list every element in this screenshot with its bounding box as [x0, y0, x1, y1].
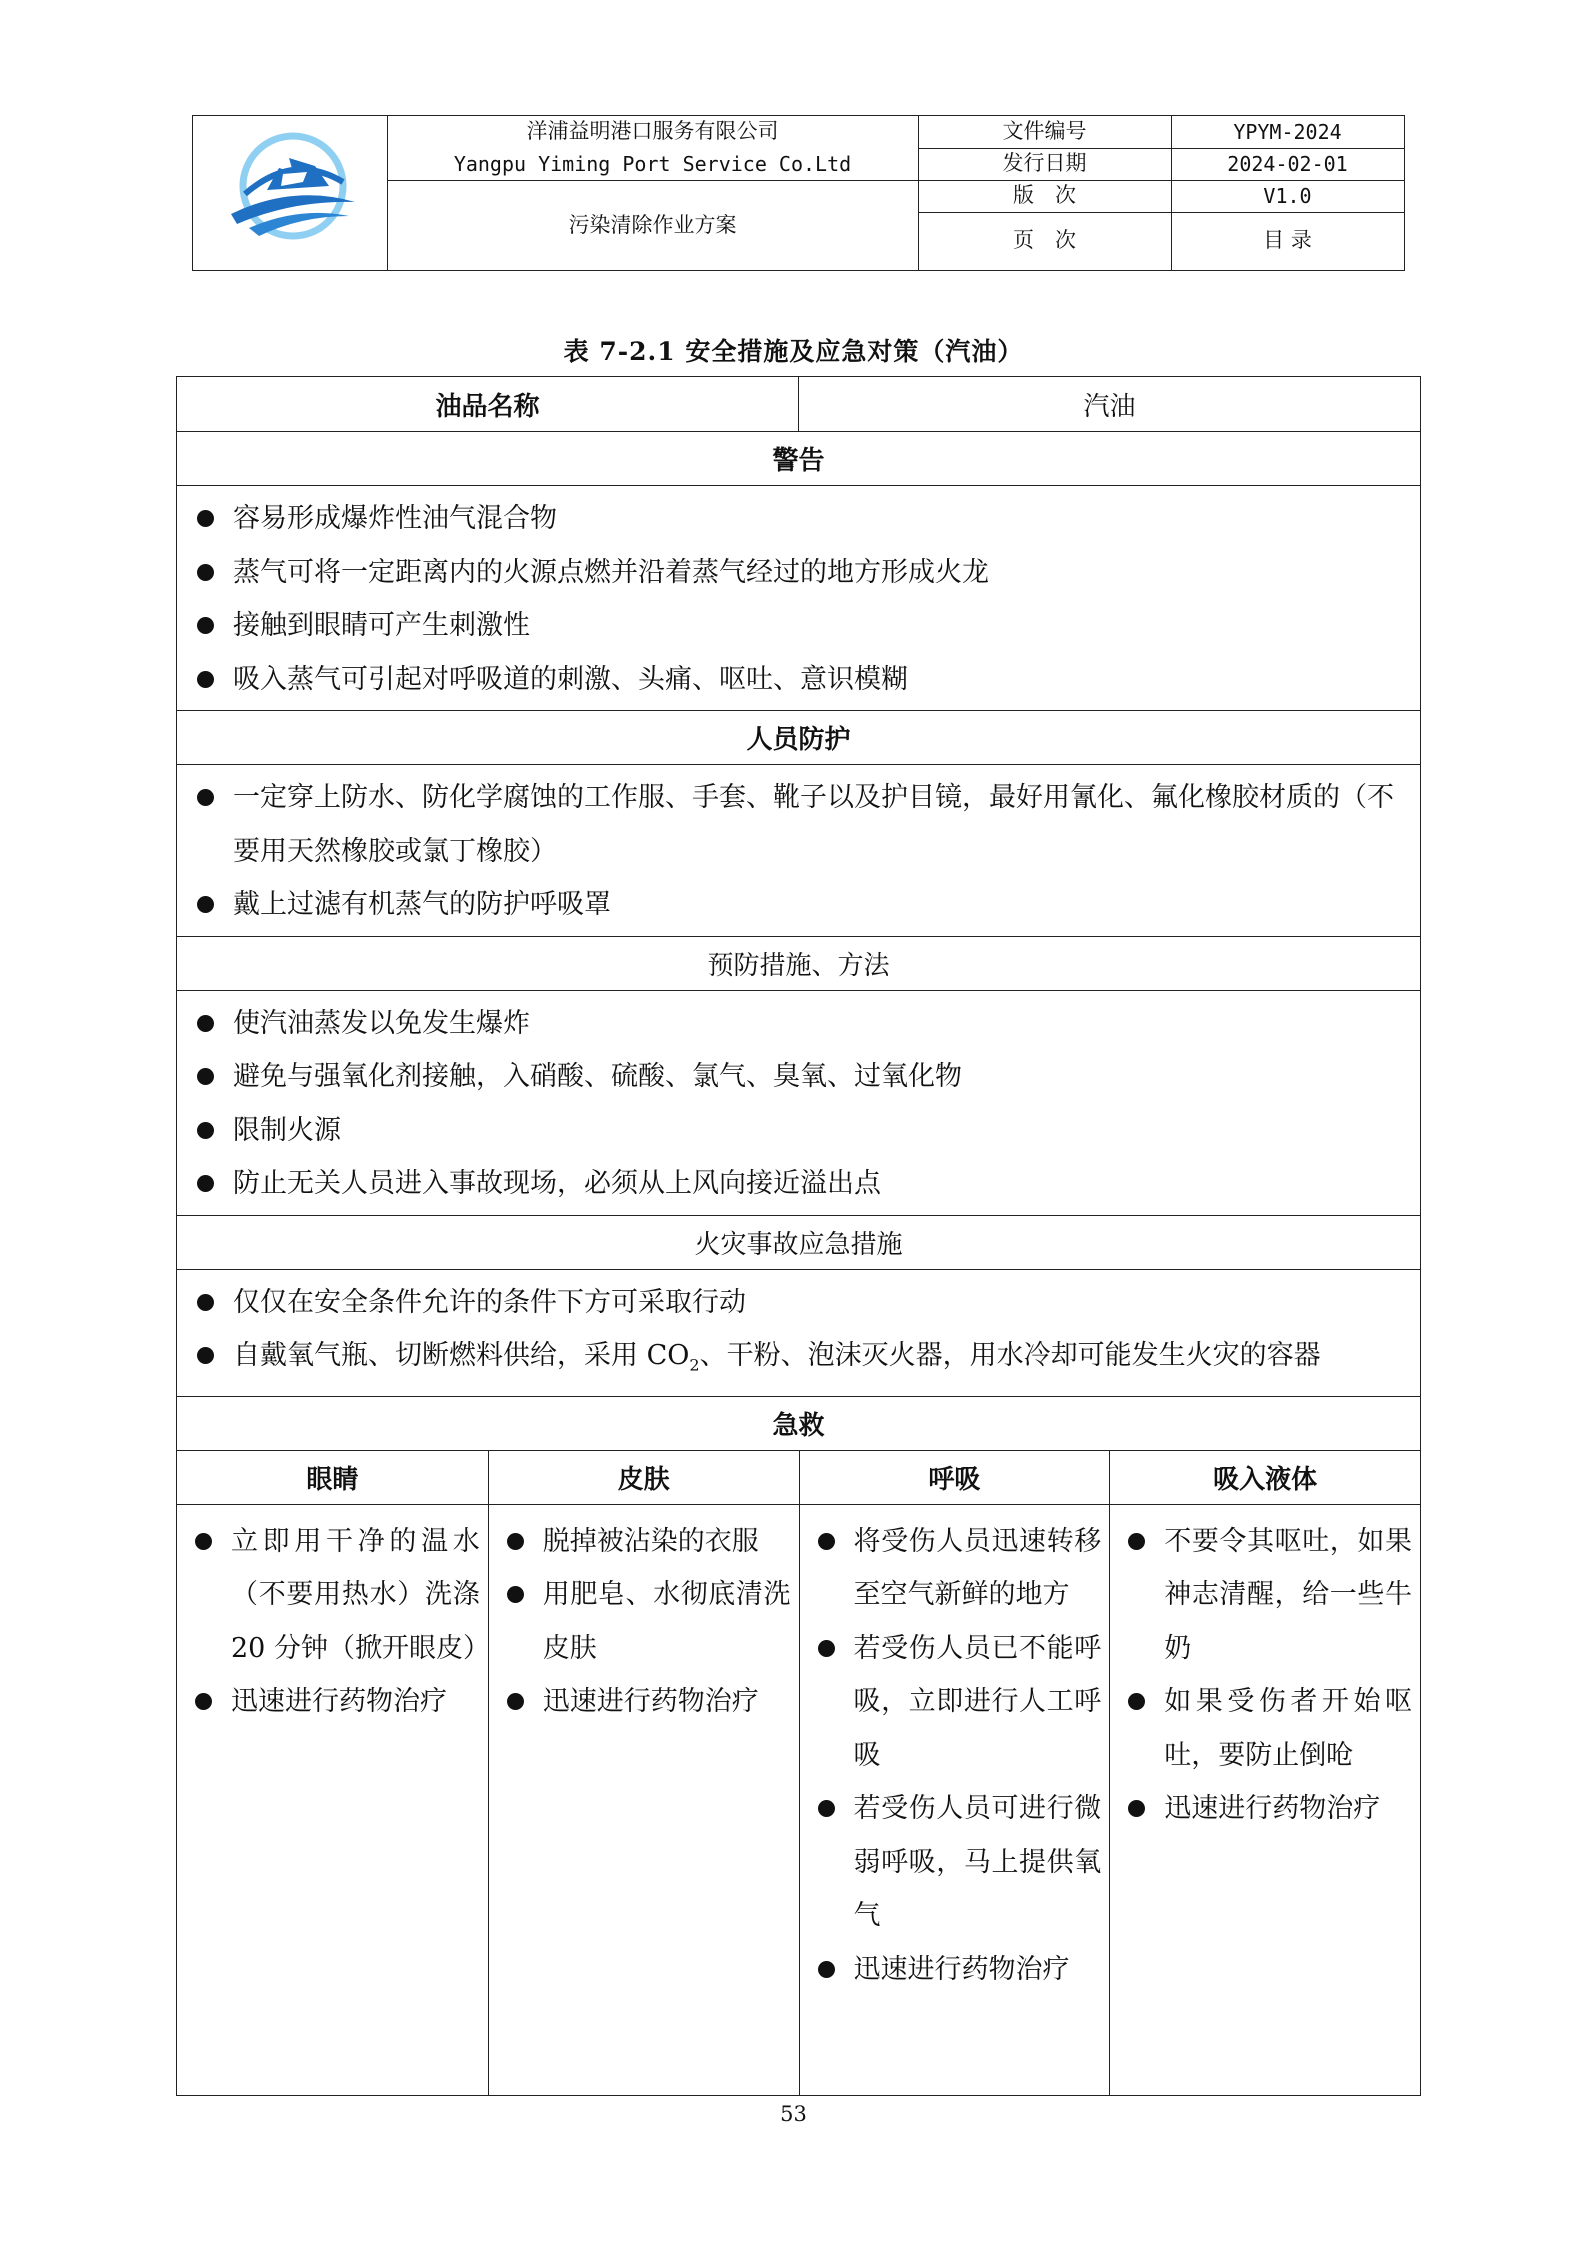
- product-row: [177, 377, 1420, 431]
- issue-date-value: 2024-02-01: [1227, 152, 1348, 176]
- page-label: 页 次: [1013, 228, 1076, 253]
- fire-heading: 火灾事故应急措施: [177, 1215, 1420, 1269]
- list-item: 用肥皂、水彻底清洗皮肤: [507, 1568, 791, 1675]
- list-item: 避免与强氧化剂接触，入硝酸、硫酸、氯气、臭氧、过氧化物: [197, 1050, 1406, 1104]
- list-item: 防止无关人员进入事故现场，必须从上风向接近溢出点: [197, 1157, 1406, 1211]
- protection-section: [177, 764, 1420, 936]
- document-title: 污染清除作业方案: [568, 213, 737, 238]
- list-item: 若受伤人员已不能呼吸，立即进行人工呼吸: [818, 1622, 1102, 1783]
- eyes-column: [177, 1505, 488, 2095]
- safety-measures-table: [176, 376, 1421, 2096]
- list-item: 迅速进行药物治疗: [1128, 1782, 1412, 1836]
- document-header: [192, 115, 1405, 271]
- prevention-section: [177, 990, 1420, 1215]
- list-item: 仅仅在安全条件允许的条件下方可采取行动: [197, 1276, 1406, 1330]
- company-name-cn: 洋浦益明港口服务有限公司: [526, 119, 779, 144]
- fire-section: [177, 1269, 1420, 1396]
- list-item: 吸入蒸气可引起对呼吸道的刺激、头痛、呕吐、意识模糊: [197, 653, 1406, 707]
- list-item: 不要令其呕吐，如果神志清醒，给一些牛奶: [1128, 1515, 1412, 1676]
- prevention-heading: 预防措施、方法: [177, 936, 1420, 990]
- first-aid-column-headers: [177, 1450, 1420, 1504]
- doc-no-label: 文件编号: [1002, 119, 1087, 144]
- list-item: [197, 1329, 1406, 1392]
- issue-date-label: 发行日期: [1002, 151, 1087, 176]
- list-item: 迅速进行药物治疗: [195, 1675, 480, 1729]
- skin-header: 皮肤: [488, 1451, 799, 1504]
- eyes-header: 眼睛: [306, 1464, 359, 1495]
- list-item: 将受伤人员迅速转移至空气新鲜的地方: [818, 1515, 1102, 1622]
- fire-item-text: 自戴氧气瓶、切断燃料供给，采用 CO: [233, 1340, 690, 1371]
- list-item: 容易形成爆炸性油气混合物: [197, 492, 1406, 546]
- warning-section: [177, 485, 1420, 710]
- version-value: V1.0: [1263, 184, 1312, 208]
- page-value: 目 录: [1263, 228, 1312, 253]
- list-item: 一定穿上防水、防化学腐蚀的工作服、手套、靴子以及护目镜，最好用氰化、氟化橡胶材质的（不要用天然橡胶或氯丁橡胶）: [197, 771, 1406, 878]
- list-item: 迅速进行药物治疗: [818, 1943, 1102, 1997]
- company-name-en: Yangpu Yiming Port Service Co.Ltd: [453, 152, 852, 176]
- list-item: 戴上过滤有机蒸气的防护呼吸罩: [197, 878, 1406, 932]
- list-item: 接触到眼睛可产生刺激性: [197, 599, 1406, 653]
- list-item: 限制火源: [197, 1104, 1406, 1158]
- breathing-header: 呼吸: [799, 1451, 1110, 1504]
- first-aid-body: [177, 1504, 1420, 2095]
- protection-heading: 人员防护: [177, 710, 1420, 764]
- fire-item-text: 、干粉、泡沫灭火器，用水冷却可能发生火灾的容器: [699, 1340, 1321, 1371]
- product-value: 汽油: [798, 377, 1420, 431]
- co2-subscript: 2: [689, 1355, 700, 1375]
- doc-no-value: YPYM-2024: [1233, 120, 1342, 144]
- first-aid-heading: 急救: [177, 1396, 1420, 1450]
- ship-logo-icon: [223, 128, 363, 248]
- list-item: 脱掉被沾染的衣服: [507, 1515, 791, 1569]
- ingestion-column: [1109, 1505, 1420, 2095]
- list-item: 蒸气可将一定距离内的火源点燃并沿着蒸气经过的地方形成火龙: [197, 546, 1406, 600]
- page-number: 53: [780, 2102, 807, 2126]
- list-item: 迅速进行药物治疗: [507, 1675, 791, 1729]
- product-label: 油品名称: [435, 391, 540, 422]
- version-label: 版 次: [1013, 183, 1076, 208]
- list-item: 使汽油蒸发以免发生爆炸: [197, 997, 1406, 1051]
- warning-heading: 警告: [177, 431, 1420, 485]
- breathing-column: [799, 1505, 1110, 2095]
- table-title: 表 7-2.1 安全措施及应急对策（汽油）: [563, 337, 1024, 366]
- list-item: 若受伤人员可进行微弱呼吸，马上提供氧气: [818, 1782, 1102, 1943]
- list-item: 立即用干净的温水（不要用热水）洗涤 20 分钟（掀开眼皮）: [195, 1515, 480, 1676]
- ingestion-header: 吸入液体: [1109, 1451, 1420, 1504]
- list-item: 如果受伤者开始呕吐，要防止倒呛: [1128, 1675, 1412, 1782]
- skin-column: [488, 1505, 799, 2095]
